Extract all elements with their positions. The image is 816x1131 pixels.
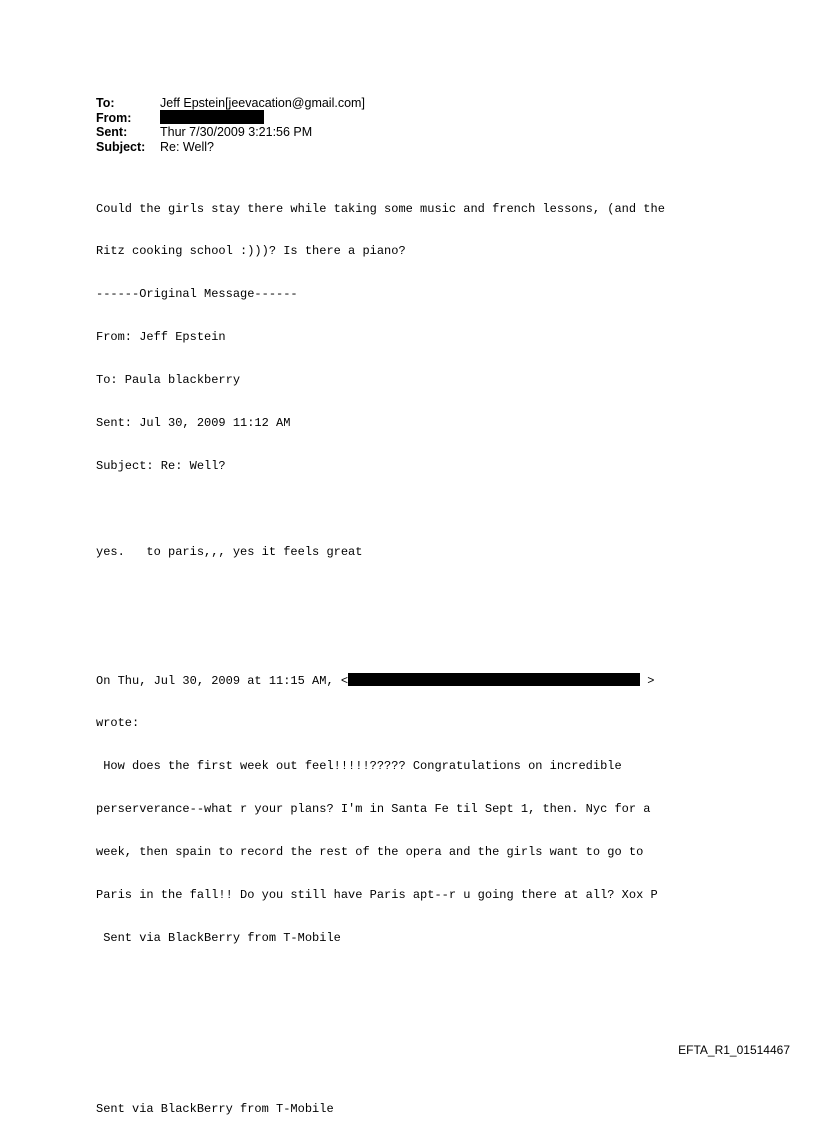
subject-row xyxy=(96,140,365,155)
original-from: From: Jeff Epstein xyxy=(96,330,226,345)
email-redaction xyxy=(348,673,640,686)
from-label: From: xyxy=(96,110,132,125)
original-subject: Subject: Re: Well? xyxy=(96,458,226,473)
document-id: EFTA_R1_01514467 xyxy=(678,1043,790,1057)
quote-intro xyxy=(96,673,665,687)
email-header xyxy=(96,96,365,154)
to-row xyxy=(96,96,365,111)
from-redaction xyxy=(160,110,264,124)
quote-wrote: wrote: xyxy=(96,716,140,731)
reply-line-1: Could the girls stay there while taking some music and french lessons, (and the xyxy=(96,201,665,216)
quote-line-1: How does the first week out feel!!!!!????? Congratulations on incredible xyxy=(96,759,622,774)
quote-line-2: perserverance--what r your plans? I'm in Santa Fe til Sept 1, then. Nyc for a xyxy=(96,802,651,817)
subject-value: Re: Well? xyxy=(160,139,214,154)
sent-value: Thur 7/30/2009 3:21:56 PM xyxy=(160,125,313,140)
sent-row xyxy=(96,125,365,140)
quote-intro-end: > xyxy=(640,674,655,689)
signature: Sent via BlackBerry from T-Mobile xyxy=(96,1102,334,1117)
quote-line-4: Paris in the fall!! Do you still have Paris apt--r u going there at all? Xox P xyxy=(96,887,658,902)
original-to: To: Paula blackberry xyxy=(96,373,241,388)
to-value: Jeff Epstein[jeevacation@gmail.com] xyxy=(160,96,365,111)
quote-signature: Sent via BlackBerry from T-Mobile xyxy=(96,930,341,945)
quote-intro-start: On Thu, Jul 30, 2009 at 11:15 AM, < xyxy=(96,674,349,689)
to-label: To: xyxy=(96,96,115,111)
from-row xyxy=(96,111,365,126)
email-body xyxy=(96,173,665,1131)
reply-line-2: Ritz cooking school :)))? Is there a piano? xyxy=(96,244,406,259)
original-message-separator: ------Original Message------ xyxy=(96,287,298,302)
subject-label: Subject: xyxy=(96,139,146,154)
quote-line-3: week, then spain to record the rest of the opera and the girls want to go to xyxy=(96,844,644,859)
reply-2: yes. to paris,,, yes it feels great xyxy=(96,544,363,559)
sent-label: Sent: xyxy=(96,125,128,140)
original-sent: Sent: Jul 30, 2009 11:12 AM xyxy=(96,416,291,431)
